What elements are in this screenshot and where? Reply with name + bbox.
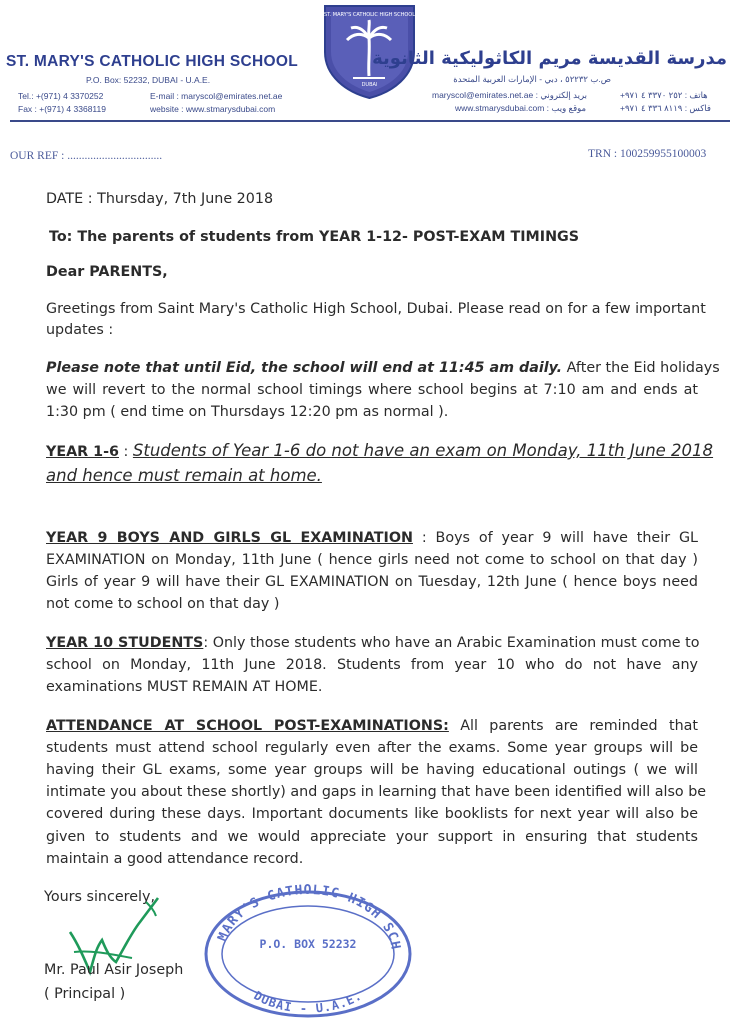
year-1-6-notice-2: and hence must remain at home. (46, 466, 322, 485)
fax: Fax : +(971) 4 3368119 (18, 104, 106, 114)
school-name-arabic: مدرسة القديسة مريم الكاثوليكية الثانوية (372, 48, 727, 69)
year-1-6-line-1 (46, 441, 713, 462)
year-1-6-heading: YEAR 1-6 (46, 444, 119, 460)
year-10-heading: YEAR 10 STUDENTS (46, 635, 204, 651)
year-10-line-1 (46, 633, 698, 653)
year-1-6-line-2 (46, 466, 322, 487)
attendance-line-7: maintain a good attendance record. (46, 851, 304, 867)
signatory-title: ( Principal ) (44, 986, 126, 1002)
letter-date: DATE : Thursday, 7th June 2018 (46, 191, 274, 207)
year-9-heading: YEAR 9 BOYS AND GIRLS GL EXAMINATION (46, 530, 413, 546)
year-9-text-1: : Boys of year 9 will have their GL (412, 530, 699, 546)
attendance-text-1: All parents are reminded that (448, 718, 698, 734)
year-1-6-separator: : (119, 444, 133, 460)
year-10-line-3: examinations MUST REMAIN AT HOME. (46, 679, 323, 695)
year-9-line-2: EXAMINATION on Monday, 11th June ( hence girls need not come to school on that day ) (46, 552, 698, 568)
eid-paragraph-line-3: 1:30 pm ( end time on Thursdays 12:20 pm as normal ). (46, 404, 449, 420)
stamp-text-bottom: DUBAI - U.A.E. (251, 988, 365, 1016)
telephone: Tel.: +(971) 4 3370252 (18, 91, 104, 101)
crest-text-bottom: DUBAI (361, 82, 378, 88)
email-arabic: maryscol@emirates.net.ae : بريد إلكتروني (432, 90, 588, 100)
signatory-name: Mr. Paul Asir Joseph (44, 962, 184, 978)
attendance-line-3: having their GL exams, some year groups will be having educational outings ( we will (46, 762, 698, 778)
po-box-address: P.O. Box: 52232, DUBAI - U.A.E. (86, 75, 211, 85)
po-box-arabic: ص.ب ٥٢٢٣٢ ، دبي - الإمارات العربية المتحدة (453, 74, 611, 84)
email: E-mail : maryscol@emirates.net.ae (150, 91, 283, 101)
attendance-line-5: covered during these days. Important documents like booklists for next year will also be (46, 806, 698, 822)
attendance-heading: ATTENDANCE AT SCHOOL POST-EXAMINATIONS: (46, 718, 449, 734)
greeting-line-2: updates : (46, 322, 114, 338)
fax-arabic: فاكس : ٨١١٩ ٣٣٦ ٤ ٩٧١+ (620, 103, 711, 113)
greeting-line-1: Greetings from Saint Mary's Catholic High School, Dubai. Please read on for a few important (46, 301, 706, 317)
closing: Yours sincerely, (44, 889, 155, 905)
attendance-line-1 (46, 716, 698, 736)
attendance-line-2: students must attend school regularly even after the exams. Some year groups will be (46, 740, 698, 756)
year-9-line-1 (46, 528, 698, 548)
year-1-6-notice-1: Students of Year 1-6 do not have an exam on Monday, 11th June 2018 (132, 441, 714, 460)
eid-paragraph-line-1 (46, 358, 720, 378)
official-school-stamp (196, 868, 416, 1020)
year-10-line-2: school on Monday, 11th June 2018. Students from year 10 who do not have any (46, 657, 698, 673)
letterhead-divider (10, 120, 730, 122)
telephone-arabic: هاتف : ٢٥٢ ٣٣٧٠ ٤ ٩٧١+ (620, 90, 708, 100)
salutation: Dear PARENTS, (46, 264, 168, 280)
stamp-text-middle: P.O. BOX 52232 (259, 937, 357, 951)
eid-paragraph-line-2: we will revert to the normal school timings where school begins at 7:10 am and ends at (46, 382, 698, 398)
year-10-text-1: : Only those students who have an Arabic Examination must come to (203, 635, 700, 651)
trn-number: TRN : 100259955100003 (588, 148, 707, 160)
eid-notice-emphasis: Please note that until Eid, the school will end at 11:45 am daily. (46, 360, 563, 376)
website-arabic: www.stmarysdubai.com : موقع ويب (455, 103, 587, 113)
our-reference: OUR REF : ................................. (10, 150, 163, 162)
school-name-english: ST. MARY'S CATHOLIC HIGH SCHOOL (6, 53, 298, 70)
website: website : www.stmarysdubai.com (150, 104, 276, 114)
year-9-line-3: Girls of year 9 will have their GL EXAMINATION on Tuesday, 12th June ( hence boys need (46, 574, 698, 590)
crest-text-top: ST. MARY'S CATHOLIC HIGH SCHOOL (323, 12, 416, 18)
eid-notice-rest: After the Eid holidays (566, 360, 720, 376)
letter-recipient: To: The parents of students from YEAR 1-12- POST-EXAM TIMINGS (49, 229, 580, 245)
attendance-line-4: intimate you about these shortly) and gaps in learning that have been identified will also be (46, 784, 707, 800)
attendance-line-6: given to students and we would appreciate your support in ensuring that students (46, 829, 698, 845)
stamp-text-top: MARY'S CATHOLIC HIGH SCH (215, 883, 403, 952)
year-9-line-4: not come to school on that day ) (46, 596, 280, 612)
